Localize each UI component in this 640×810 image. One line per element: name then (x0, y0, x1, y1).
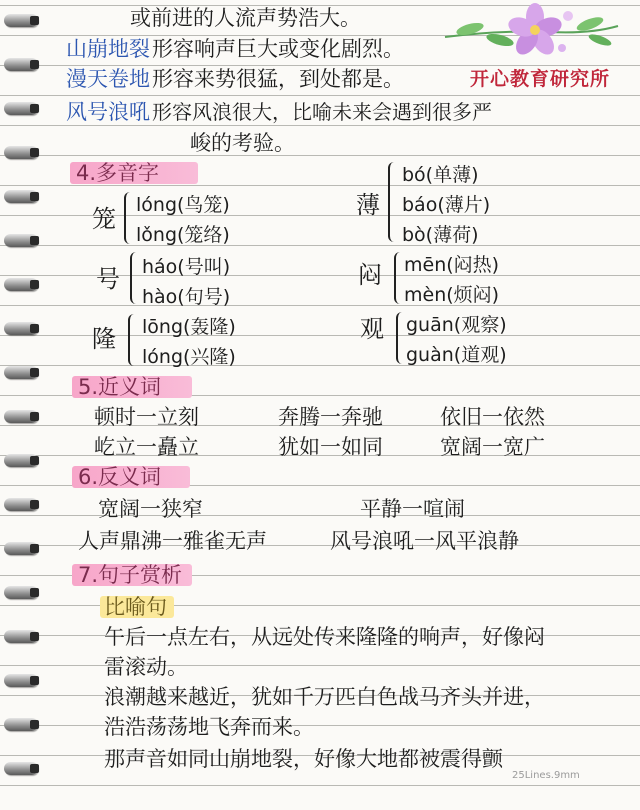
idiom-term: 风号浪吼 (66, 100, 150, 124)
synonym-pair: 宽阔一宽广 (440, 435, 545, 459)
reading: bó(单薄) (402, 164, 479, 186)
ring-hole (30, 544, 39, 553)
sentence-line: 浩浩荡荡地飞奔而来。 (104, 715, 314, 739)
polyphonic-char: 观 (360, 315, 384, 343)
reading: bò(薄荷) (402, 224, 479, 246)
ring-hole (30, 236, 39, 245)
antonym-pair: 平静一喧闹 (360, 497, 465, 521)
polyphonic-char: 薄 (356, 191, 380, 219)
antonym-pair: 宽阔一狭窄 (98, 497, 203, 521)
idiom-definition: 形容来势很猛，到处都是。 (152, 67, 404, 91)
section-title-synonyms: 5.近义词 (78, 375, 162, 399)
spiral-binding (0, 0, 46, 810)
sentence-line: 浪潮越来越近，犹如千万匹白色战马齐头并进， (104, 685, 545, 709)
ring-hole (30, 412, 39, 421)
brace (128, 314, 140, 366)
antonym-pair: 风号浪吼一风平浪静 (330, 529, 519, 553)
ring-hole (30, 720, 39, 729)
brand-watermark: 开心教育研究所 (470, 68, 611, 90)
synonym-pair: 屹立一矗立 (94, 435, 199, 459)
ring-hole (30, 676, 39, 685)
ring-hole (30, 192, 39, 201)
ring-hole (30, 456, 39, 465)
synonym-pair: 依旧一依然 (440, 405, 545, 429)
ring-hole (30, 588, 39, 597)
synonym-pair: 顿时一立刻 (94, 405, 199, 429)
reading: báo(薄片) (402, 194, 491, 216)
reading: lǒng(笼络) (136, 224, 230, 246)
reading: háo(号叫) (142, 256, 231, 278)
ring-hole (30, 500, 39, 509)
idiom-term: 山崩地裂 (66, 37, 150, 61)
ring-hole (30, 368, 39, 377)
reading: hào(句号) (142, 286, 231, 308)
sentence-line: 那声音如同山崩地裂，好像大地都被震得颤 (104, 747, 503, 771)
synonym-pair: 奔腾一奔驰 (278, 405, 383, 429)
reading: lóng(鸟笼) (136, 194, 230, 216)
brace (130, 252, 142, 304)
sentence-line: 午后一点左右，从远处传来隆隆的响声，好像闷 (104, 625, 545, 649)
ring-hole (30, 60, 39, 69)
ring-hole (30, 16, 39, 25)
ring-hole (30, 148, 39, 157)
antonym-pair: 人声鼎沸一雅雀无声 (78, 529, 267, 553)
polyphonic-char: 隆 (92, 325, 116, 353)
intro-line: 或前进的人流声势浩大。 (130, 6, 361, 30)
polyphonic-char: 闷 (358, 261, 382, 289)
idiom-definition: 形容响声巨大或变化剧烈。 (152, 37, 404, 61)
reading: lōng(轰隆) (142, 316, 236, 338)
metaphor-label: 比喻句 (104, 595, 167, 619)
reading: guàn(道观) (406, 344, 507, 366)
synonym-pair: 犹如一如同 (278, 435, 383, 459)
reading: guān(观察) (406, 314, 507, 336)
idiom-definition: 形容风浪很大，比喻未来会遇到很多严 (152, 100, 492, 124)
polyphonic-char: 号 (96, 265, 120, 293)
ring-hole (30, 280, 39, 289)
idiom-definition-cont: 峻的考验。 (190, 131, 295, 155)
section-title-polyphonic: 4.多音字 (76, 161, 160, 185)
reading: mèn(烦闷) (404, 284, 500, 306)
ring-hole (30, 632, 39, 641)
polyphonic-char: 笼 (92, 205, 116, 233)
ring-hole (30, 104, 39, 113)
brace (124, 192, 136, 244)
ring-hole (30, 764, 39, 773)
reading: mēn(闷热) (404, 254, 500, 276)
section-title-antonyms: 6.反义词 (78, 465, 162, 489)
flower-decoration-icon (440, 2, 620, 62)
reading: lóng(兴隆) (142, 346, 236, 368)
sentence-line: 雷滚动。 (104, 655, 188, 679)
idiom-term: 漫天卷地 (66, 67, 150, 91)
paper-watermark: 25Lines.9mm (512, 770, 580, 781)
brace (388, 162, 400, 242)
ring-hole (30, 324, 39, 333)
section-title-sentences: 7.句子赏析 (78, 563, 183, 587)
